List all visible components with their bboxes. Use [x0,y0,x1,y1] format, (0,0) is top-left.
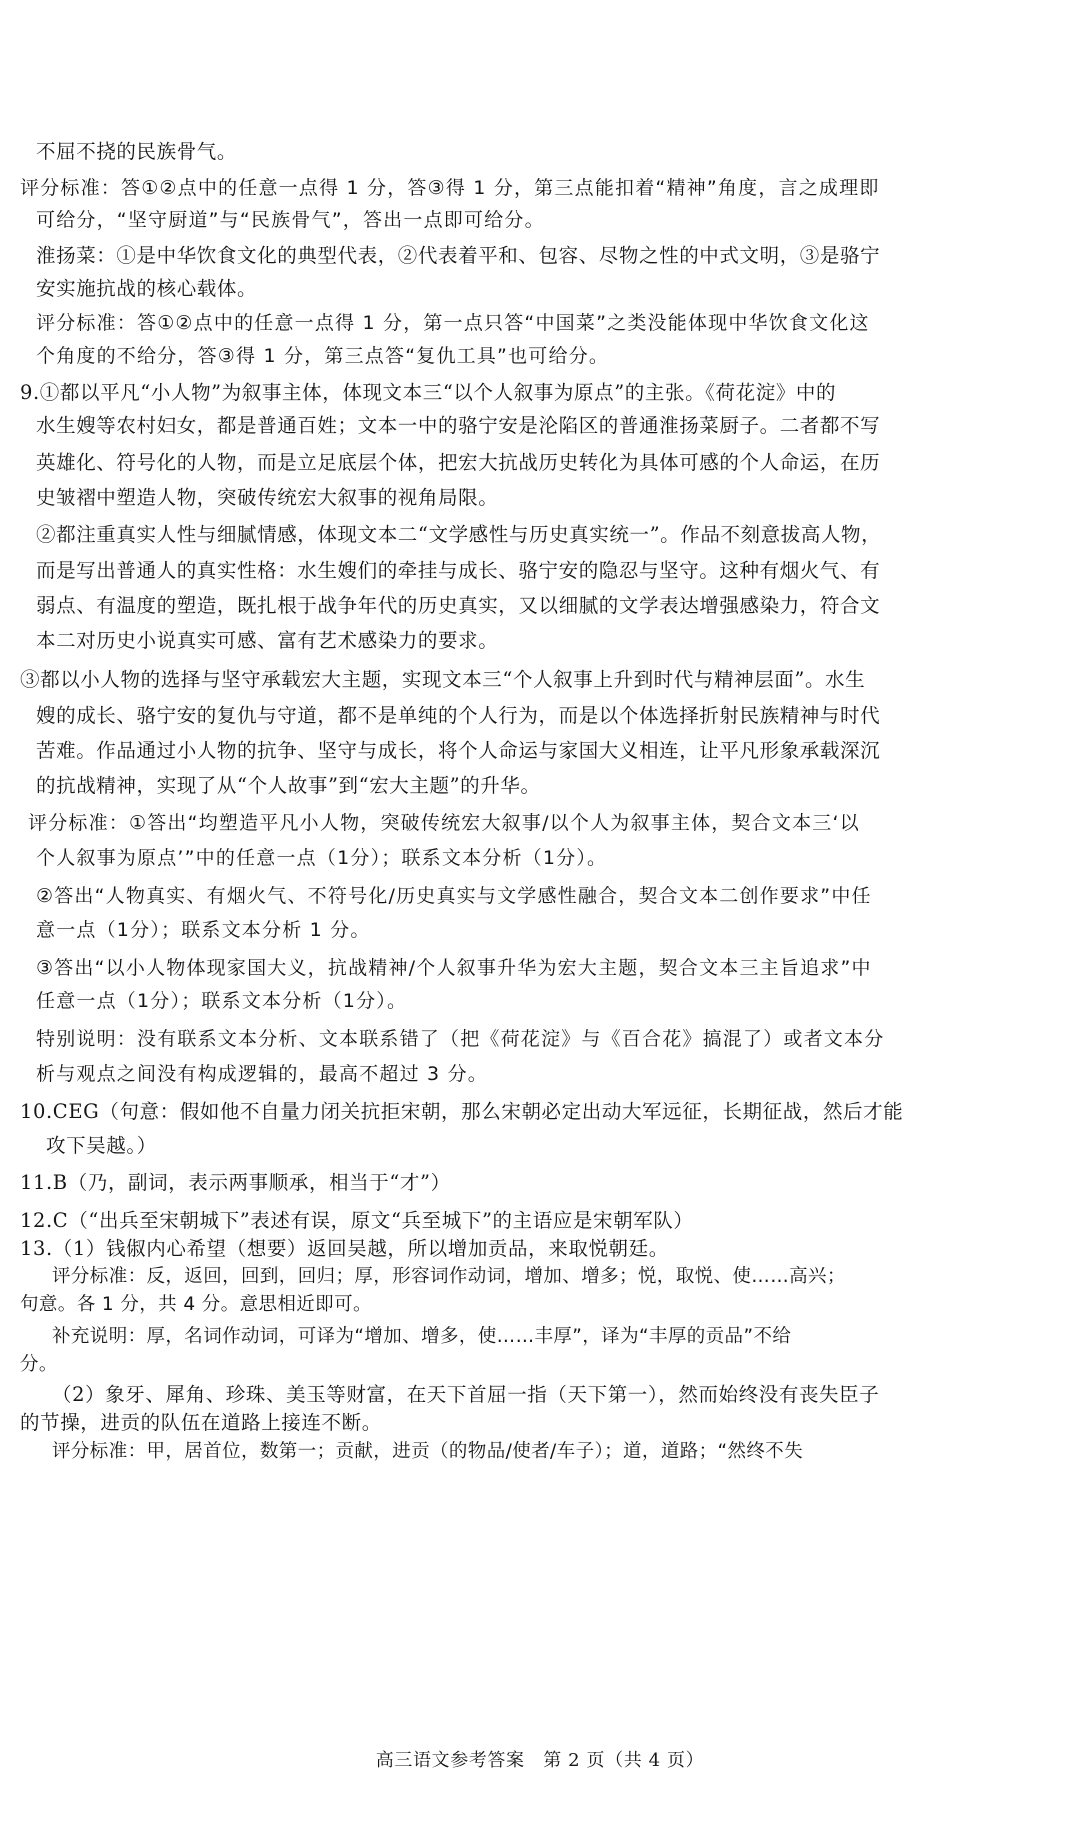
grading-criteria-line: 可给分，“坚守厨道”与“民族骨气”，答出一点即可给分。 [36,209,545,231]
answer-9-line: 9.①都以平凡“小人物”为叙事主体，体现文本三“以个人叙事为原点”的主张。《荷花淀》中的 [20,381,837,404]
grading-criteria-line: ③答出“以小人物体现家国大义，抗战精神/个人叙事升华为宏大主题，契合文本三主旨追求”中 [36,957,872,979]
answer-12-line: 12.C（“出兵至宋朝城下”表述有误，原文“兵至城下”的主语应是宋朝军队） [20,1209,694,1232]
answer-11-line: 11.B（乃，副词，表示两事顺承，相当于“才”） [20,1171,451,1194]
grading-criteria-line: ②答出“人物真实、有烟火气、不符号化/历史真实与文学感性融合，契合文本二创作要求”中任 [36,885,872,907]
supplement-note-line: 分。 [20,1354,58,1375]
answer-9-line: 嫂的成长、骆宁安的复仇与守道，都不是单纯的个人行为，而是以个体选择折射民族精神与时代 [36,704,881,727]
grading-criteria-line: 个角度的不给分，答③得 1 分，第三点答“复仇工具”也可给分。 [36,345,610,367]
answer-9-line: 水生嫂等农村妇女，都是普通百姓；文本一中的骆宁安是沦陷区的普通淮扬菜厨子。二者都不写 [36,414,881,437]
text-line: 不屈不挠的民族骨气。 [36,140,238,163]
special-note-line: 析与观点之间没有构成逻辑的，最高不超过 3 分。 [36,1063,488,1085]
answer-9-line: ②都注重真实人性与细腻情感，体现文本二“文学感性与历史真实统一”。作品不刻意拔高人物， [36,523,882,546]
answer-13-line: 的节操，进贡的队伍在道路上接连不断。 [20,1411,382,1434]
grading-criteria-line: 句意。各 1 分，共 4 分。意思相近即可。 [20,1294,372,1315]
grading-criteria-line: 意一点（1分）；联系文本分析 1 分。 [36,919,371,941]
answer-10-line: 攻下吴越。） [46,1134,157,1157]
answer-9-line: 本二对历史小说真实可感、富有艺术感染力的要求。 [36,629,499,652]
text-line: 淮扬菜：①是中华饮食文化的典型代表，②代表着平和、包容、尽物之性的中式文明，③是骆宁 [36,244,881,267]
supplement-note-line: 补充说明：厚，名词作动词，可译为“增加、增多，使……丰厚”，译为“丰厚的贡品”不给 [52,1326,792,1347]
grading-criteria-line: 评分标准：答①②点中的任意一点得 1 分，第一点只答“中国菜”之类没能体现中华饮食文化这 [36,312,870,334]
answer-9-line: ③都以小人物的选择与坚守承载宏大主题，实现文本三“个人叙事上升到时代与精神层面”。水生 [20,668,866,691]
text-line: 安实施抗战的核心载体。 [36,277,258,300]
answer-9-line: 的抗战精神，实现了从“个人故事”到“宏大主题”的升华。 [36,774,541,797]
answer-9-line: 苦难。作品通过小人物的抗争、坚守与成长，将个人命运与家国大义相连，让平凡形象承载深沉 [36,739,881,762]
answer-9-line: 史皱褶中塑造人物，突破传统宏大叙事的视角局限。 [36,486,499,509]
answer-10-line: 10.CEG（句意：假如他不自量力闭关抗拒宋朝，那么宋朝必定出动大军远征，长期征战，然后才能 [20,1100,904,1123]
grading-criteria-line: 评分标准：①答出“均塑造平凡小人物，突破传统宏大叙事/以个人为叙事主体，契合文本三‘以 [28,812,860,834]
special-note-line: 特别说明：没有联系文本分析、文本联系错了（把《荷花淀》与《百合花》搞混了）或者文本分 [36,1028,885,1050]
grading-criteria-line: 评分标准：答①②点中的任意一点得 1 分，答③得 1 分，第三点能扣着“精神”角度，言之成理即 [20,177,880,199]
answer-9-line: 弱点、有温度的塑造，既扎根于战争年代的历史真实，又以细腻的文学表达增强感染力，符合文 [36,594,881,617]
grading-criteria-line: 个人叙事为原点’”中的任意一点（1分）；联系文本分析（1分）。 [36,847,608,869]
answer-9-line: 而是写出普通人的真实性格：水生嫂们的牵挂与成长、骆宁安的隐忍与坚守。这种有烟火气、有 [36,559,881,582]
grading-criteria-line: 评分标准：反，返回，回到，回归；厚，形容词作动词，增加、增多；悦，取悦、使……高兴； [52,1266,846,1287]
page-footer: 高三语文参考答案 第 2 页（共 4 页） [375,1750,705,1771]
grading-criteria-line: 评分标准：甲，居首位，数第一；贡献，进贡（的物品/使者/车子）；道，道路；“然终不失 [52,1441,804,1462]
answer-13-line: 13.（1）钱俶内心希望（想要）返回吴越，所以增加贡品，来取悦朝廷。 [20,1237,669,1260]
grading-criteria-line: 任意一点（1分）；联系文本分析（1分）。 [36,990,408,1012]
answer-13-line: （2）象牙、犀角、珍珠、美玉等财富，在天下首屈一指（天下第一），然而始终没有丧失臣子 [52,1383,880,1406]
answer-9-line: 英雄化、符号化的人物，而是立足底层个体，把宏大抗战历史转化为具体可感的个人命运，在历 [36,451,881,474]
